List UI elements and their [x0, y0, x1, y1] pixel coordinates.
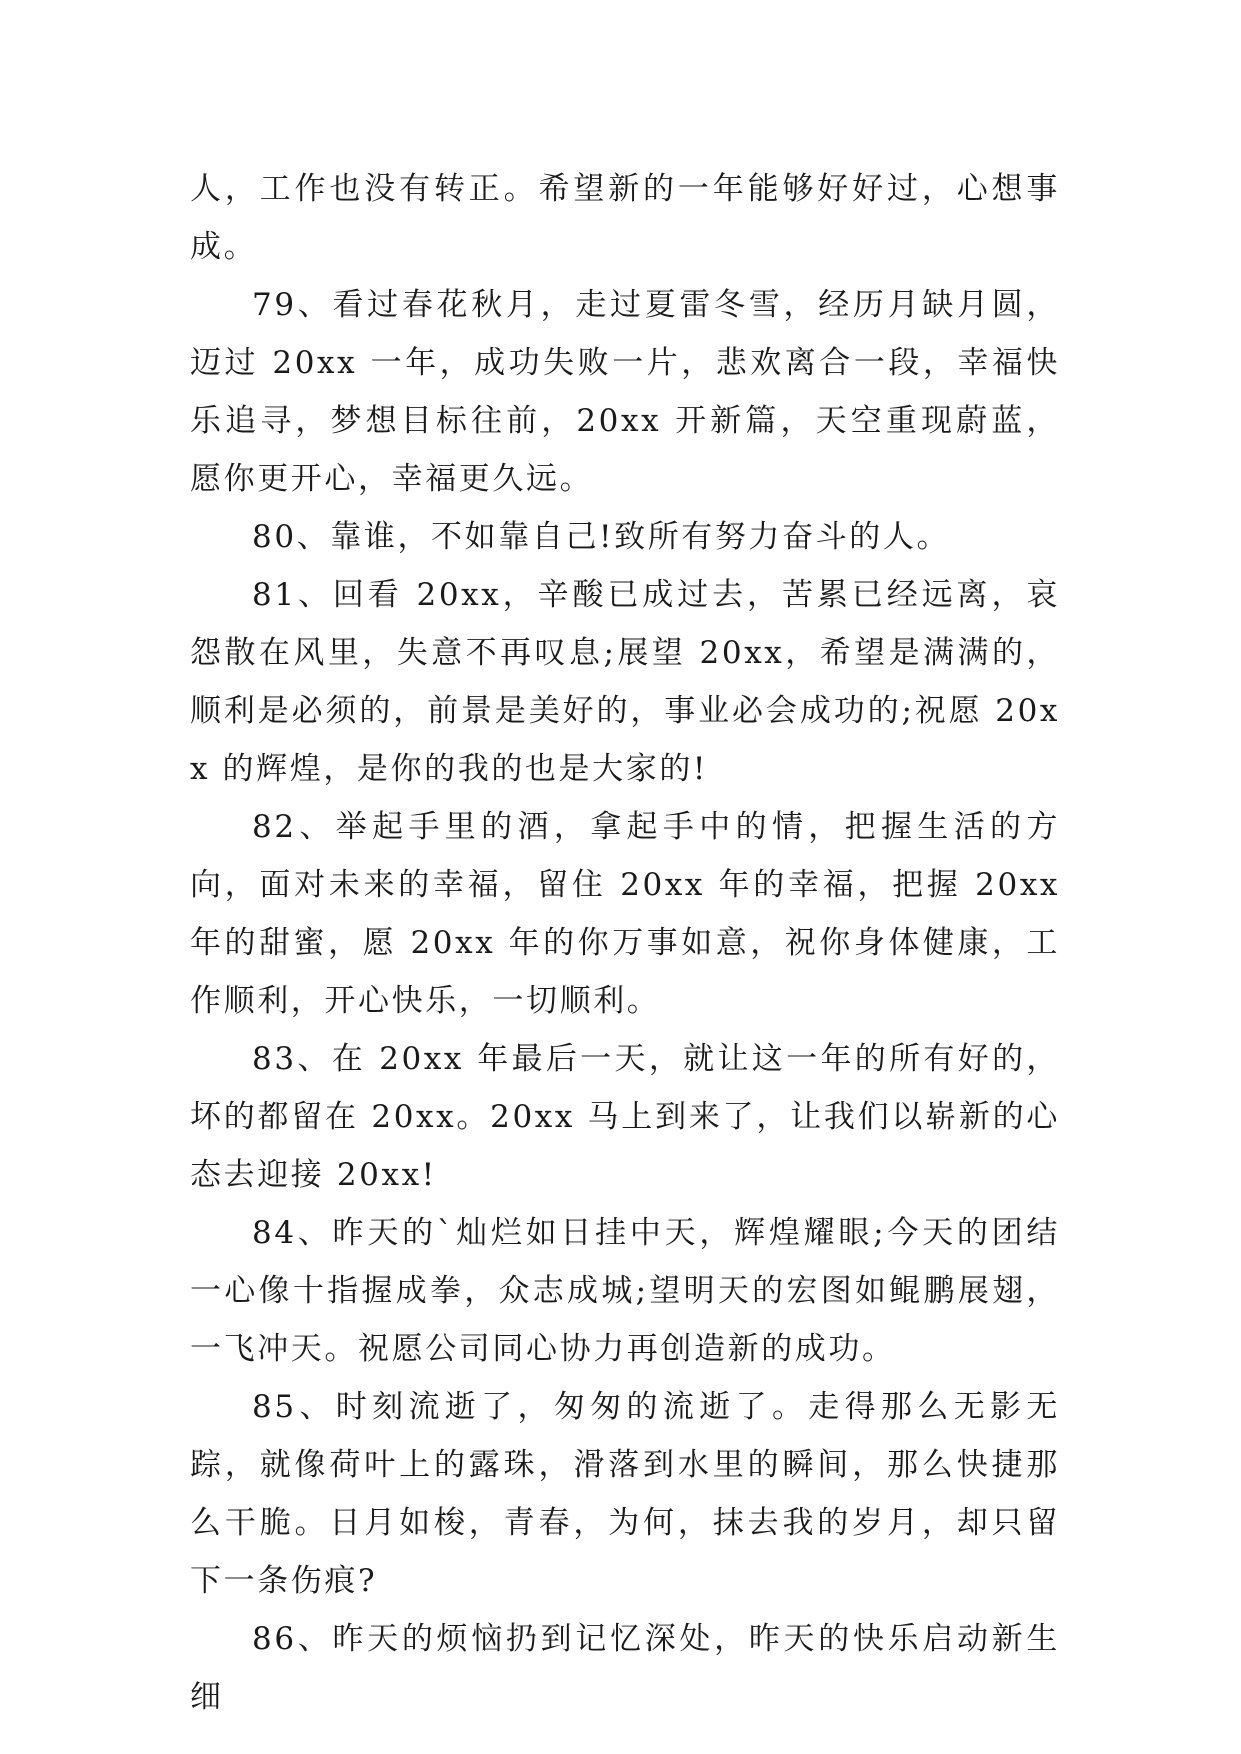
document-body: [190, 160, 1060, 1726]
paragraph-80: 80、靠谁，不如靠自己!致所有努力奋斗的人。: [252, 519, 951, 555]
paragraph-85: 85、时刻流逝了，匆匆的流逝了。走得那么无影无踪，就像荷叶上的露珠，滑落到水里的瞬间，那么快捷那么干脆。日月如梭，青春，为何，抹去我的岁月，却只留下一条伤痕?: [190, 1389, 1060, 1599]
paragraph-84: 84、昨天的`灿烂如日挂中天，辉煌耀眼;今天的团结一心像十指握成拳，众志成城;望明天的宏图如鲲鹏展翅，一飞冲天。祝愿公司同心协力再创造新的成功。: [190, 1215, 1060, 1367]
paragraph-continued: 人，工作也没有转正。希望新的一年能够好好过，心想事成。: [190, 171, 1060, 265]
paragraph-83: 83、在 20xx 年最后一天，就让这一年的所有好的，坏的都留在 20xx。20xx 马上到来了，让我们以崭新的心态去迎接 20xx!: [190, 1041, 1060, 1193]
paragraph-86: 86、昨天的烦恼扔到记忆深处，昨天的快乐启动新生细: [190, 1621, 1060, 1715]
paragraph-81: 81、回看 20xx，辛酸已成过去，苦累已经远离，哀怨散在风里，失意不再叹息;展望 20xx，希望是满满的，顺利是必须的，前景是美好的，事业必会成功的;祝愿 20xx 的辉煌，是你的我的也是大家的!: [190, 577, 1060, 787]
paragraph-82: 82、举起手里的酒，拿起手中的情，把握生活的方向，面对未来的幸福，留住 20xx 年的幸福，把握 20xx 年的甜蜜，愿 20xx 年的你万事如意，祝你身体健康，工作顺利，开心快乐，一切顺利。: [190, 809, 1060, 1019]
paragraph-79: 79、看过春花秋月，走过夏雷冬雪，经历月缺月圆，迈过 20xx 一年，成功失败一片，悲欢离合一段，幸福快乐追寻，梦想目标往前，20xx 开新篇，天空重现蔚蓝，愿你更开心，幸福更久远。: [190, 287, 1060, 497]
